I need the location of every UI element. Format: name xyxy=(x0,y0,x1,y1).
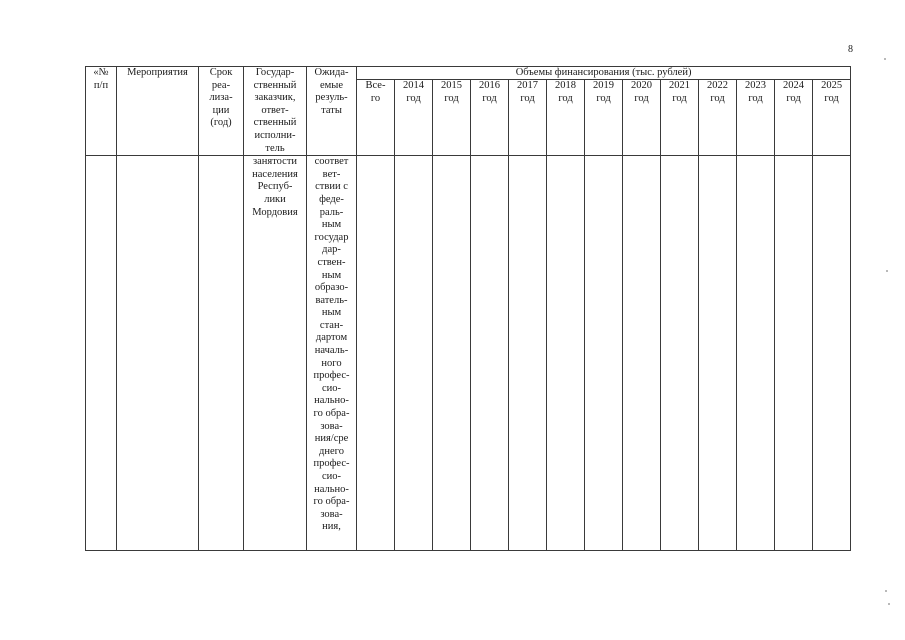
cell-value-2018 xyxy=(547,156,585,551)
header-year-2020: 2020 год xyxy=(623,80,661,156)
cell-event xyxy=(117,156,199,551)
header-row xyxy=(86,67,851,80)
cell-value-2015 xyxy=(433,156,471,551)
scan-speck xyxy=(884,58,886,60)
table-row xyxy=(86,156,851,551)
header-year-total: Все- го xyxy=(357,80,395,156)
header-year-2024: 2024 год xyxy=(775,80,813,156)
header-year-2016: 2016 год xyxy=(471,80,509,156)
cell-value-2025 xyxy=(813,156,851,551)
header-num: «№ п/п xyxy=(86,67,117,156)
cell-value-2022 xyxy=(699,156,737,551)
cell-value-2014 xyxy=(395,156,433,551)
cell-value-2021 xyxy=(661,156,699,551)
page-number: 8 xyxy=(848,44,853,55)
header-year-2025: 2025 год xyxy=(813,80,851,156)
header-year-2014: 2014 год xyxy=(395,80,433,156)
header-year-2017: 2017 год xyxy=(509,80,547,156)
header-year-2021: 2021 год xyxy=(661,80,699,156)
header-event: Мероприятия xyxy=(117,67,199,156)
header-year-2019: 2019 год xyxy=(585,80,623,156)
funding-table xyxy=(85,66,851,551)
header-year-2023: 2023 год xyxy=(737,80,775,156)
cell-result: соответ вет- ствии с феде- раль- ным государ дар- ствен- ным образо- ватель- ным стан- дартом началь- ного профес- сио- нально- го обра- зова- ния/сре днего профес- сио- нально- го обра- зова- ния, xyxy=(307,156,357,551)
cell-value-2019 xyxy=(585,156,623,551)
cell-value-2024 xyxy=(775,156,813,551)
cell-value-2020 xyxy=(623,156,661,551)
cell-value-2016 xyxy=(471,156,509,551)
cell-value-total xyxy=(357,156,395,551)
header-year-2022: 2022 год xyxy=(699,80,737,156)
header-customer: Государ- ственный заказчик, ответ- ственный исполни- тель xyxy=(244,67,307,156)
header-result: Ожида- емые резуль- таты xyxy=(307,67,357,156)
header-year-2015: 2015 год xyxy=(433,80,471,156)
header-funding: Объемы финансирования (тыс. рублей) xyxy=(357,67,851,80)
cell-num xyxy=(86,156,117,551)
cell-value-2023 xyxy=(737,156,775,551)
header-year-2018: 2018 год xyxy=(547,80,585,156)
cell-value-2017 xyxy=(509,156,547,551)
scan-speck xyxy=(885,590,887,592)
cell-term xyxy=(199,156,244,551)
header-term: Срок реа- лиза- ции (год) xyxy=(199,67,244,156)
scan-speck xyxy=(888,603,890,605)
scan-speck xyxy=(886,270,888,272)
cell-customer: занятости населения Респуб- лики Мордовия xyxy=(244,156,307,551)
